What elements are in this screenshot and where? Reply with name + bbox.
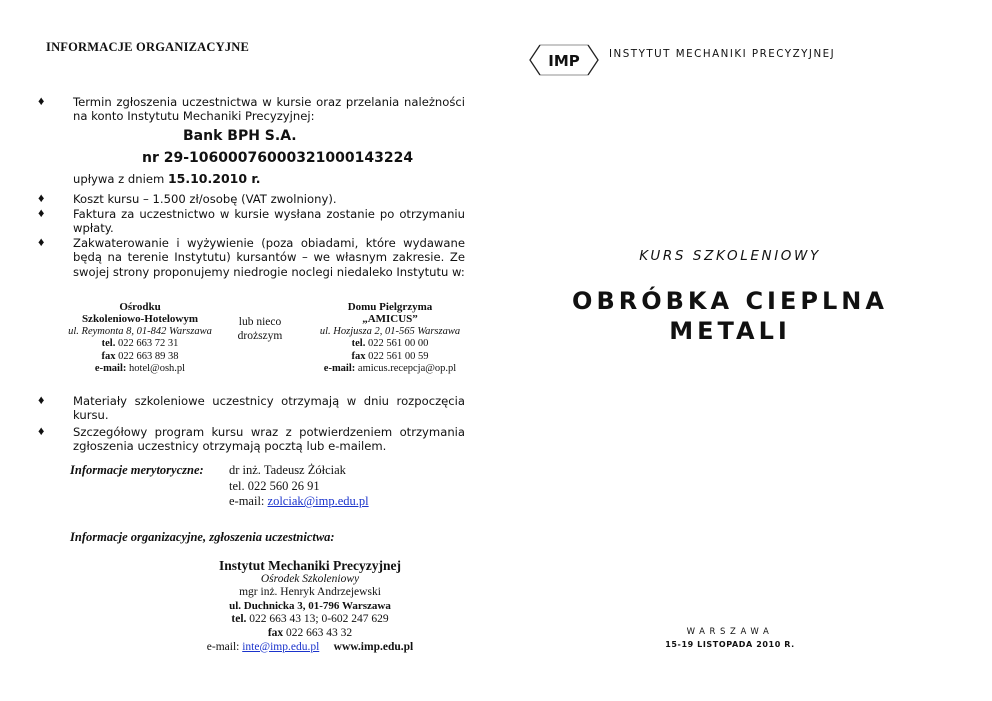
bullet-cost: Koszt kursu – 1.500 zł/osobę (VAT zwolniony). [73, 192, 337, 206]
city: WARSZAWA [686, 627, 774, 637]
merit-email-line: e-mail: zolciak@imp.edu.pl [229, 494, 369, 508]
hotel-amicus-tel: tel. 022 561 00 00 [351, 338, 429, 350]
course-title-line1: OBRÓBKA CIEPLNA [572, 287, 888, 315]
logo-text: IMP [548, 52, 580, 70]
course-type: KURS SZKOLENIOWY [639, 248, 821, 264]
merit-tel: tel. 022 560 26 91 [229, 478, 320, 493]
hotel-amicus-name2: „AMICUS” [362, 313, 418, 326]
org-department: Ośrodek Szkoleniowy [260, 572, 360, 585]
bullet-materials: Materiały szkoleniowe uczestnicy otrzymają w dniu rozpoczęcia kursu. [73, 394, 465, 423]
merit-label: Informacje merytoryczne: [70, 463, 204, 477]
hotel-amicus-address: ul. Hozjusza 2, 01-565 Warszawa [319, 325, 461, 337]
merit-contact [229, 463, 369, 510]
deadline-prefix: upływa z dniem [73, 172, 165, 186]
hotel-amicus-fax: fax 022 561 00 59 [351, 350, 429, 362]
org-person: mgr inż. Henryk Andrzejewski [239, 586, 381, 599]
org-contact [150, 559, 470, 654]
bullet-program: Szczegółowy program kursu wraz z potwierdzeniem otrzymania zgłoszenia uczestnicy otrzymają pocztą lub e-mailem. [73, 425, 465, 454]
org-fax: fax 022 663 43 32 [267, 626, 353, 639]
deadline [73, 171, 261, 186]
org-www-link[interactable]: www.imp.edu.pl [333, 640, 414, 653]
institute-name: INSTYTUT MECHANIKI PRECYZYJNEJ [609, 48, 836, 60]
deadline-date: 15.10.2010 r. [167, 171, 261, 186]
hotel-osh-name2: Szkoleniowo-Hotelowym [81, 313, 199, 326]
hotel-amicus-email: e-mail: amicus.recepcja@op.pl [323, 363, 457, 375]
hotel-osh [40, 301, 240, 375]
org-institute: Instytut Mechaniki Precyzyjnej [219, 558, 401, 573]
course-dates: 15-19 LISTOPADA 2010 R. [665, 640, 795, 649]
org-address: ul. Duchnicka 3, 01-796 Warszawa [229, 599, 391, 612]
bullet-icon: ♦ [38, 94, 45, 108]
imp-logo-icon [528, 44, 600, 76]
hotel-amicus [290, 301, 490, 375]
hotel-osh-name1: Ośrodku [119, 301, 161, 313]
bullet-registration: Termin zgłoszenia uczestnictwa w kursie oraz przelania należności na konto Instytutu Mechaniki Precyzyjnej: [73, 95, 465, 124]
bullet-icon: ♦ [38, 235, 45, 249]
merit-name: dr inż. Tadeusz Żółciak [229, 463, 346, 477]
org-email-line: e-mail: inte@imp.edu.pl www.imp.edu.pl [206, 640, 414, 653]
org-email-link[interactable]: inte@imp.edu.pl [242, 640, 320, 653]
bank-name: Bank BPH S.A. [183, 128, 297, 144]
middle-note: lub nieco droższym [237, 316, 283, 342]
hotel-osh-fax: fax 022 663 89 38 [101, 350, 179, 362]
hotel-osh-address: ul. Reymonta 8, 01-842 Warszawa [68, 325, 212, 337]
bullet-accommodation: Zakwaterowanie i wyżywienie (poza obiadami, które wydawane będą na terenie Instytutu) kursantów – we własnym zakresie. Ze swojej strony proponujemy niedrogie noclegi niedaleko Instytutu w: [73, 236, 465, 279]
bullet-icon: ♦ [38, 393, 45, 407]
org-label: Informacje organizacyjne, zgłoszenia uczestnictwa: [70, 530, 335, 544]
bullet-icon: ♦ [38, 191, 45, 205]
bullet-icon: ♦ [38, 424, 45, 438]
bullet-icon: ♦ [38, 206, 45, 220]
hotel-amicus-name1: Domu Pielgrzyma [347, 301, 433, 313]
bank-account: nr 29-10600076000321000143224 [142, 150, 414, 166]
bullet-invoice: Faktura za uczestnictwo w kursie wysłana zostanie po otrzymaniu wpłaty. [73, 207, 465, 236]
merit-email-link[interactable]: zolciak@imp.edu.pl [267, 494, 369, 508]
course-title-line2: METALI [669, 317, 791, 345]
org-tel: tel. 022 663 43 13; 0-602 247 629 [231, 613, 389, 626]
section-header: INFORMACJE ORGANIZACYJNE [46, 40, 250, 54]
hotel-osh-tel: tel. 022 663 72 31 [101, 338, 179, 350]
hotel-osh-email: e-mail: hotel@osh.pl [94, 363, 186, 375]
